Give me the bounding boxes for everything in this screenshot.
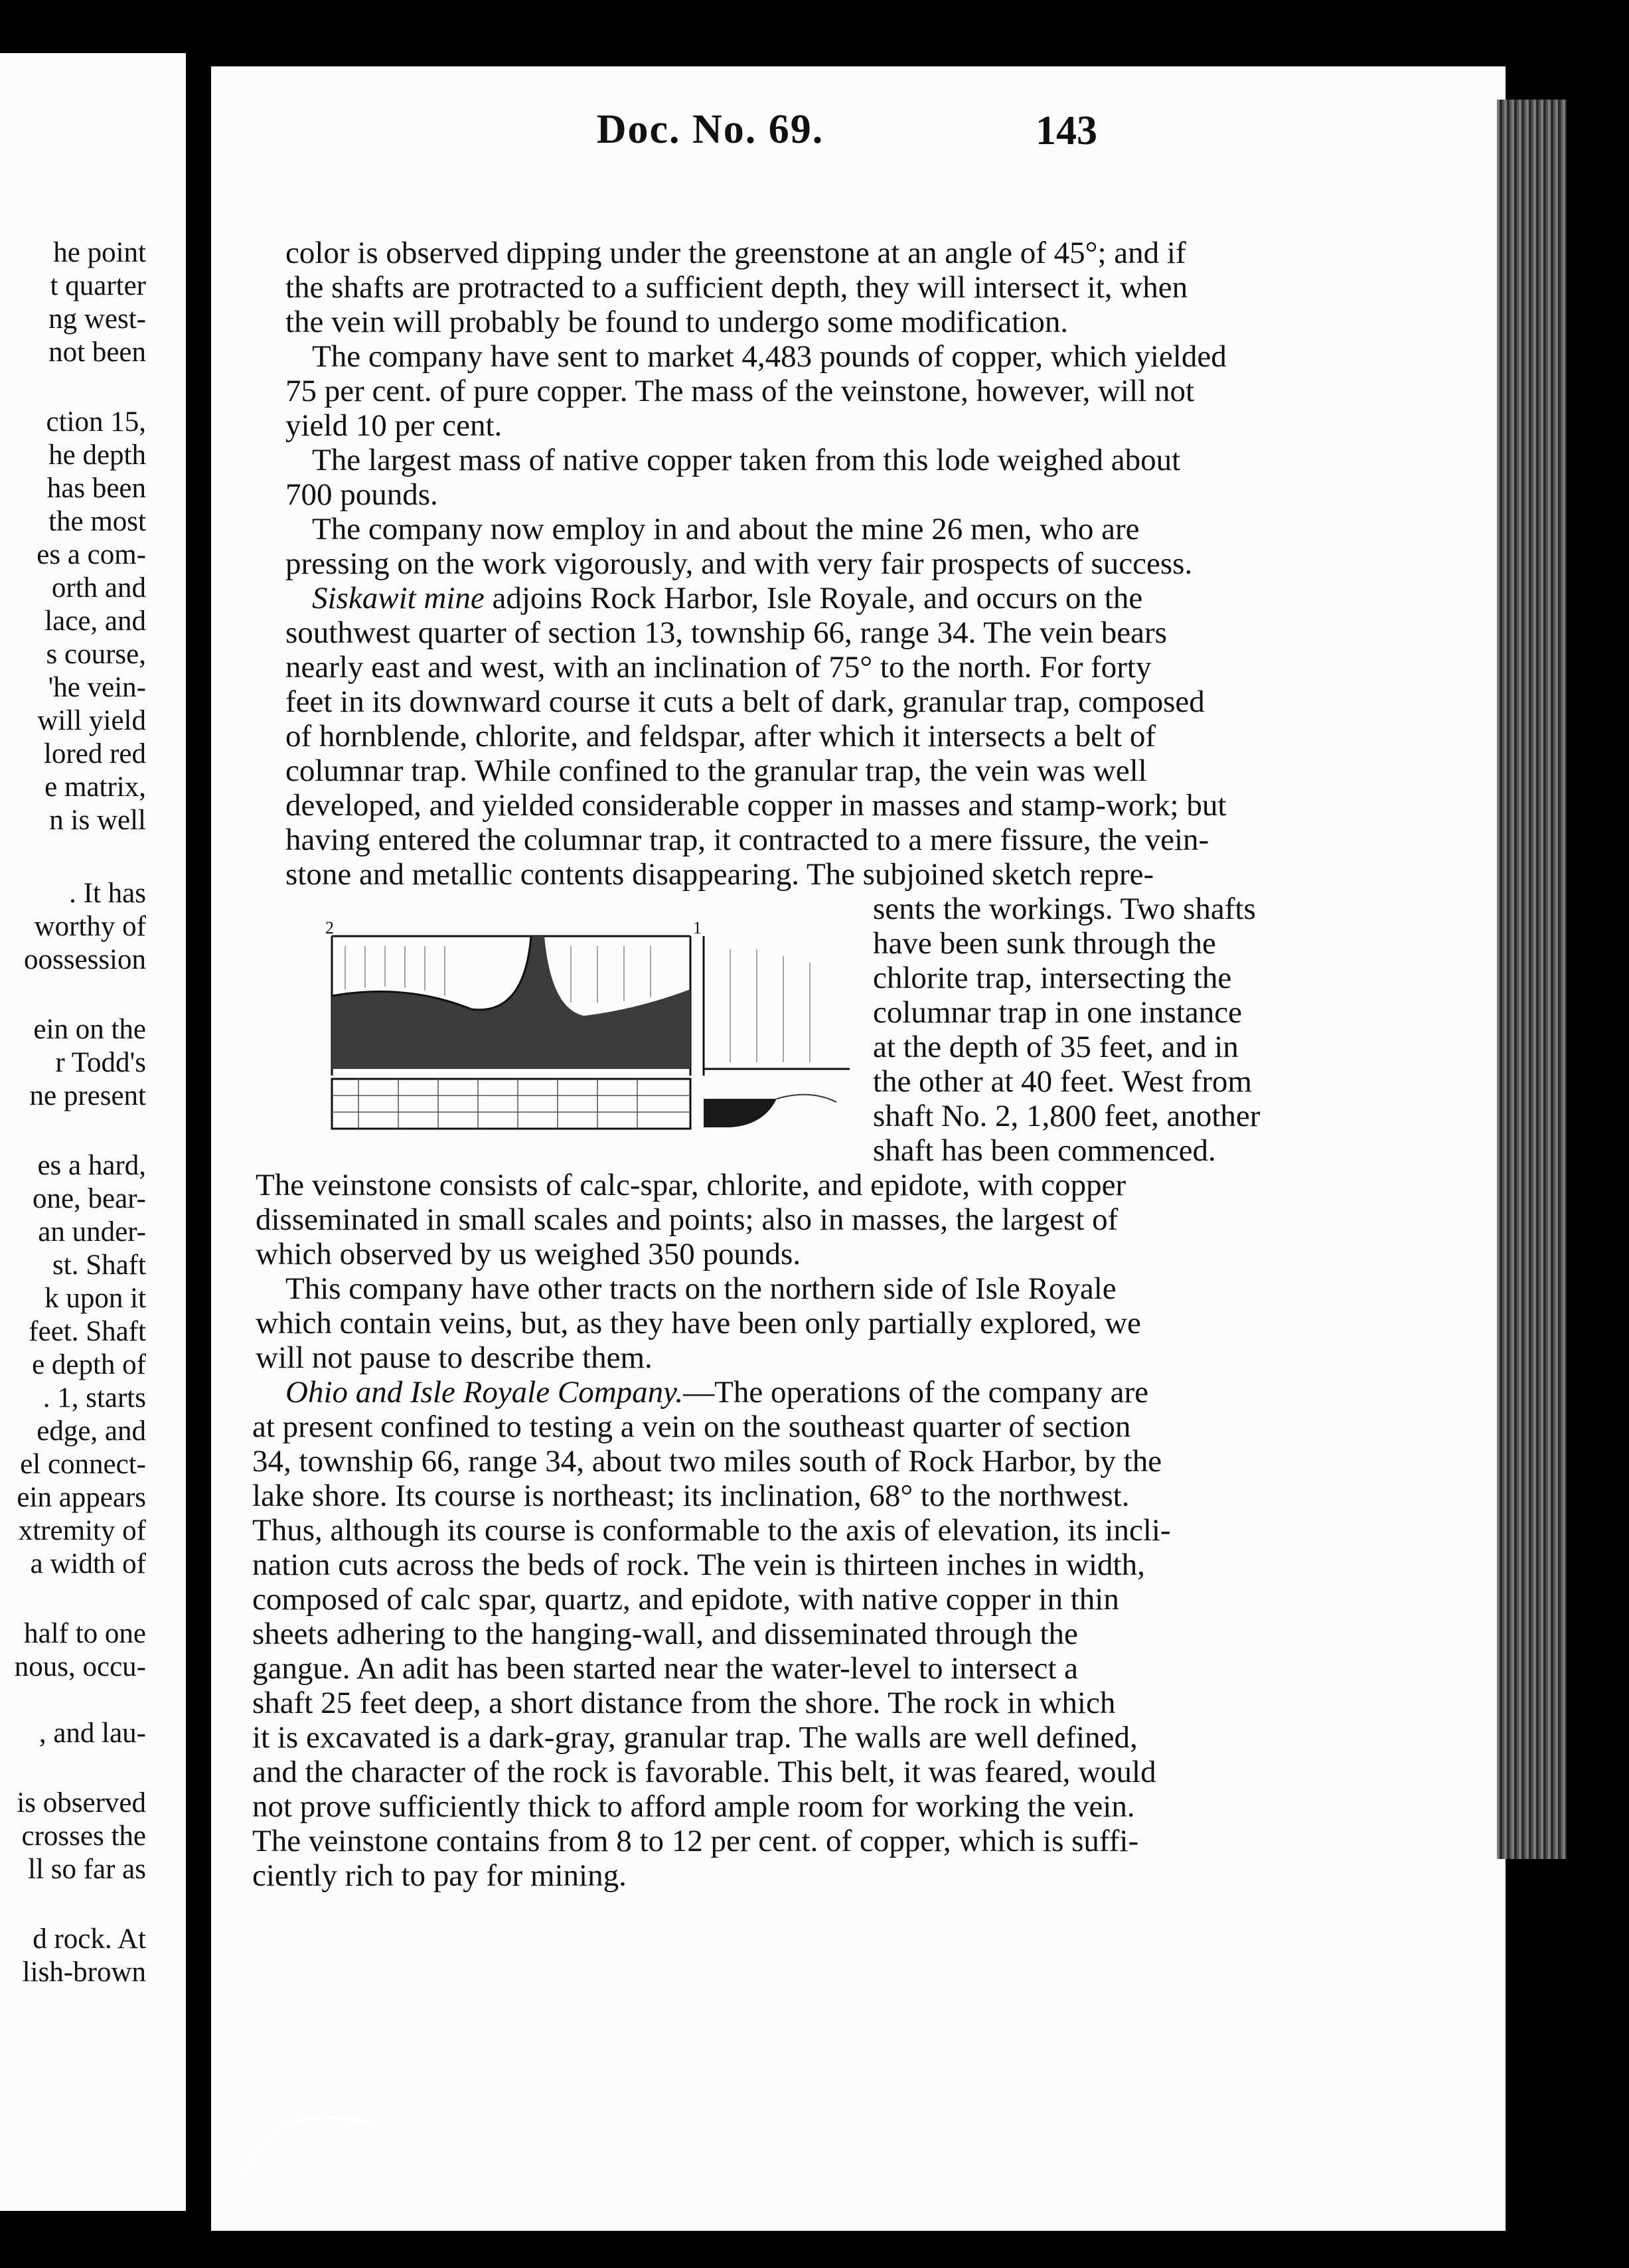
text-line: southwest quarter of section 13, township 66, range 34. The vein bears [285,615,1167,650]
left-line: is observed [17,1787,146,1819]
text-line: and the character of the rock is favorable. This belt, it was feared, would [252,1755,1156,1789]
text-line: The largest mass of native copper taken from this lode weighed about [312,443,1181,477]
text-line: color is observed dipping under the greenstone at an angle of 45°; and if [285,236,1186,270]
left-line: es a hard, [37,1150,146,1181]
left-line: ein on the [33,1014,146,1045]
text-line: the vein will probably be found to undergo some modification. [285,305,1069,339]
side-text-line: the other at 40 feet. West from [873,1064,1252,1099]
text-span: —The operations of the company are [683,1375,1148,1410]
left-line: he depth [48,440,146,471]
left-line: 'he vein- [48,672,146,703]
left-line: ction 15, [46,406,146,438]
left-page-fragment [0,53,186,2211]
side-text-line: columnar trap in one instance [873,995,1242,1030]
text-line: having entered the columnar trap, it contracted to a mere fissure, the vein- [285,823,1209,857]
side-text-line: sents the workings. Two shafts [873,892,1256,926]
left-line: will yield [37,705,146,736]
left-line: nous, occu- [14,1651,146,1682]
left-line: lored red [43,738,146,770]
side-text-line: shaft has been commenced. [873,1133,1216,1168]
text-line: The company now employ in and about the mine 26 men, who are [312,512,1140,546]
left-line: lace, and [44,606,146,637]
text-line: at present confined to testing a vein on the southeast quarter of section [252,1410,1131,1444]
left-line: n is well [49,805,146,836]
text-line: sheets adhering to the hanging-wall, and disseminated through the [252,1617,1078,1651]
text-line: ciently rich to pay for mining. [252,1858,627,1893]
ohio-company-label: Ohio and Isle Royale Company. [285,1375,684,1410]
figure-label-2: 2 [325,918,334,937]
text-line: gangue. An adit has been started near the water-level to intersect a [252,1651,1079,1686]
left-line: st. Shaft [52,1250,146,1281]
text-line: which observed by us weighed 350 pounds. [256,1237,801,1271]
text-line: of hornblende, chlorite, and feldspar, after which it intersects a belt of [285,719,1156,754]
scan-mark [239,2098,385,2178]
left-line: el connect- [20,1449,146,1480]
text-line [312,581,1142,615]
left-line: ne present [29,1080,146,1111]
text-line: yield 10 per cent. [285,408,503,443]
page-header-title: Doc. No. 69. [596,107,824,152]
left-line: e depth of [32,1349,146,1380]
left-line: k upon it [44,1283,146,1314]
left-line: ein appears [17,1482,146,1513]
figure-28-mine-sketch [305,910,870,1142]
left-line: d rock. At [33,1923,146,1955]
text-line [285,1375,1148,1410]
text-line: developed, and yielded considerable copper in masses and stamp-work; but [285,788,1227,823]
figure-label-1: 1 [693,918,702,937]
left-line: e matrix, [44,771,146,803]
left-line: lish-brown [22,1957,146,1988]
left-line: the most [48,506,146,537]
text-line: nation cuts across the beds of rock. The vein is thirteen inches in width, [252,1548,1145,1582]
left-line: , and lau- [39,1718,146,1749]
side-text-line: shaft No. 2, 1,800 feet, another [873,1099,1261,1133]
side-text-line: have been sunk through the [873,926,1216,961]
page-edge [1497,100,1567,1859]
left-line: ll so far as [28,1854,146,1885]
text-line: The veinstone consists of calc-spar, chlorite, and epidote, with copper [256,1168,1126,1202]
left-line: . It has [69,878,146,909]
text-line: The veinstone contains from 8 to 12 per cent. of copper, which is suffi- [252,1824,1139,1858]
left-line: es a com- [37,539,146,570]
text-line: lake shore. Its course is northeast; its inclination, 68° to the northwest. [252,1479,1130,1513]
left-line: ng west- [48,303,146,335]
left-line: xtremity of [18,1515,146,1546]
left-line: edge, and [37,1416,146,1447]
text-span: adjoins Rock Harbor, Isle Royale, and occurs on the [492,581,1143,615]
text-line: will not pause to describe them. [256,1340,653,1375]
left-line: he point [53,237,146,268]
text-line: This company have other tracts on the northern side of Isle Royale [285,1271,1117,1306]
text-line: Thus, although its course is conformable to the axis of elevation, its incli- [252,1513,1171,1548]
text-line: stone and metallic contents disappearing. The subjoined sketch repre- [285,857,1154,892]
text-line: it is excavated is a dark-gray, granular trap. The walls are well defined, [252,1720,1138,1755]
left-line: t quarter [50,270,146,301]
left-line: oossession [24,944,146,975]
text-line: pressing on the work vigorously, and with very fair prospects of success. [285,546,1193,581]
left-line: orth and [51,572,146,604]
side-text-line: chlorite trap, intersecting the [873,961,1232,995]
left-line: half to one [24,1618,146,1649]
left-line: r Todd's [55,1047,146,1078]
left-line: has been [46,473,146,504]
text-line: not prove sufficiently thick to afford ample room for working the vein. [252,1789,1135,1824]
text-line: columnar trap. While confined to the granular trap, the vein was well [285,754,1147,788]
text-line: 75 per cent. of pure copper. The mass of the veinstone, however, will not [285,374,1195,408]
text-line: feet in its downward course it cuts a belt of dark, granular trap, composed [285,685,1205,719]
text-line: shaft 25 feet deep, a short distance from the shore. The rock in which [252,1686,1116,1720]
text-line: The company have sent to market 4,483 pounds of copper, which yielded [312,339,1227,374]
left-line: one, bear- [32,1183,146,1214]
text-line: composed of calc spar, quartz, and epidote, with native copper in thin [252,1582,1119,1617]
left-line: feet. Shaft [29,1316,146,1347]
text-line: 700 pounds. [285,477,438,512]
left-line: an under- [38,1216,146,1248]
text-line: 34, township 66, range 34, about two miles south of Rock Harbor, by the [252,1444,1162,1479]
page-number: 143 [1036,108,1097,153]
left-line: not been [48,337,146,368]
text-line: the shafts are protracted to a sufficient depth, they will intersect it, when [285,270,1188,305]
left-line: worthy of [34,911,146,942]
text-line: nearly east and west, with an inclination of 75° to the north. For forty [285,650,1152,685]
left-line: s course, [46,639,146,670]
left-line: crosses the [21,1821,146,1852]
left-line: . 1, starts [42,1382,146,1414]
text-line: disseminated in small scales and points; also in masses, the largest of [256,1202,1119,1237]
side-text-line: at the depth of 35 feet, and in [873,1030,1239,1064]
left-line: a width of [30,1548,146,1580]
siskawit-label: Siskawit mine [312,581,485,615]
text-line: which contain veins, but, as they have been only partially explored, we [256,1306,1141,1340]
